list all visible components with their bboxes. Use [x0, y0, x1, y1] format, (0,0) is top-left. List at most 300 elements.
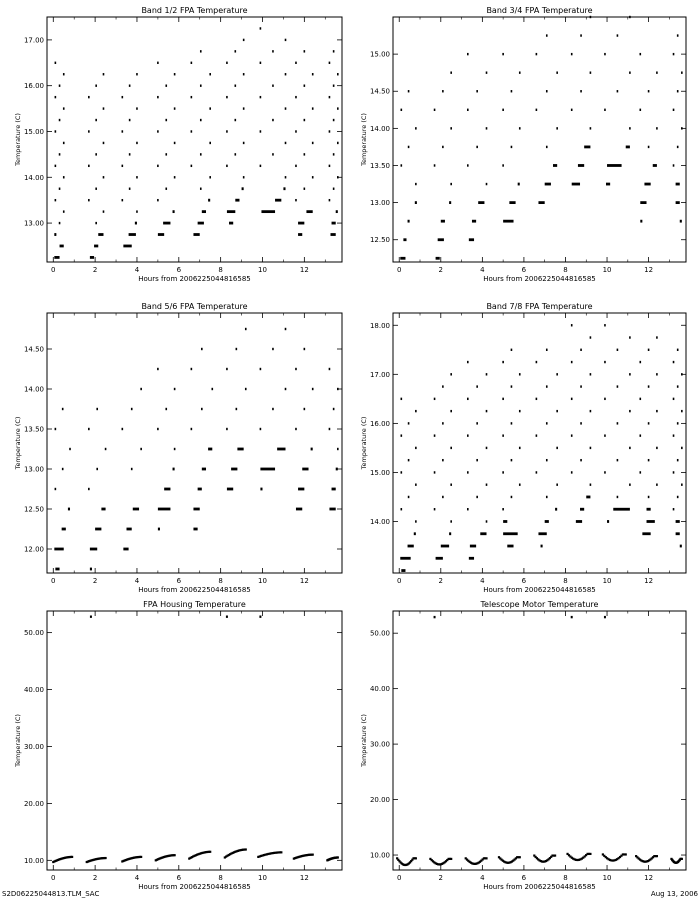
data-run — [478, 201, 484, 204]
data-point — [285, 39, 287, 41]
data-point — [157, 130, 159, 132]
data-point — [639, 109, 641, 111]
x-tick-label: 4 — [134, 874, 140, 882]
data-point — [295, 199, 297, 201]
data-run — [158, 528, 160, 531]
data-point — [502, 53, 504, 55]
data-run — [54, 233, 56, 236]
x-tick-label: 0 — [396, 266, 402, 274]
data-point — [546, 90, 548, 92]
data-point — [673, 471, 675, 473]
data-point — [63, 107, 65, 109]
data-point — [442, 496, 444, 498]
data-point — [485, 857, 487, 859]
data-run — [277, 448, 285, 451]
y-tick-label: 14.50 — [23, 345, 44, 354]
data-run — [332, 222, 336, 225]
data-point — [408, 459, 410, 461]
data-run — [283, 187, 285, 190]
data-point — [55, 96, 57, 98]
data-point — [200, 119, 202, 121]
data-point — [556, 483, 558, 485]
data-point — [415, 410, 417, 412]
data-point — [556, 127, 558, 129]
data-point — [295, 368, 297, 370]
data-run — [101, 508, 105, 511]
data-run — [676, 532, 680, 535]
data-point — [546, 422, 548, 424]
data-point — [625, 853, 627, 855]
data-point — [656, 336, 658, 338]
data-point — [304, 119, 306, 121]
data-point — [415, 520, 417, 522]
data-point — [63, 73, 65, 75]
data-point — [55, 165, 57, 167]
data-point — [62, 468, 64, 470]
data-run — [95, 528, 101, 531]
data-run — [198, 488, 202, 491]
data-point — [677, 422, 679, 424]
data-run — [163, 222, 170, 225]
x-tick-label: 6 — [521, 577, 527, 585]
x-axis-label: Hours from 2006225044816585 — [138, 883, 251, 891]
data-point — [656, 71, 658, 73]
data-point — [408, 146, 410, 148]
data-point — [260, 130, 262, 132]
data-point — [656, 855, 658, 857]
data-point — [467, 109, 469, 111]
data-run — [193, 508, 199, 511]
data-run — [509, 201, 515, 204]
x-tick-label: 4 — [134, 577, 140, 585]
data-point — [312, 388, 314, 390]
y-tick-label: 20.00 — [23, 799, 44, 808]
data-point — [59, 119, 61, 121]
data-point — [536, 361, 538, 363]
data-point — [604, 109, 606, 111]
data-run — [400, 557, 410, 560]
data-point — [174, 854, 176, 856]
data-run — [436, 257, 440, 260]
data-point — [450, 127, 452, 129]
data-point — [304, 153, 306, 155]
data-run — [127, 528, 132, 531]
data-point — [333, 84, 335, 86]
data-point — [95, 188, 97, 190]
data-point — [272, 119, 274, 121]
data-point — [450, 183, 452, 185]
x-tick-label: 0 — [51, 874, 56, 882]
y-axis-label: Temperature (C) — [14, 113, 22, 166]
data-run — [449, 201, 451, 204]
data-run — [469, 238, 474, 241]
y-tick-label: 12.00 — [23, 545, 44, 554]
data-point — [629, 410, 631, 412]
data-point — [554, 854, 556, 856]
x-tick-label: 2 — [438, 266, 444, 274]
data-run — [336, 468, 338, 471]
data-point — [337, 107, 339, 109]
data-point — [243, 39, 245, 41]
data-point — [165, 408, 167, 410]
data-point — [580, 422, 582, 424]
y-tick-label: 12.50 — [369, 236, 390, 245]
data-run — [403, 238, 406, 241]
data-point — [95, 153, 97, 155]
data-point — [333, 188, 335, 190]
data-point — [476, 422, 478, 424]
chart-title: Band 3/4 FPA Temperature — [486, 6, 593, 15]
data-run — [441, 220, 445, 223]
data-run — [133, 508, 139, 511]
data-point — [519, 71, 521, 73]
data-point — [401, 164, 403, 166]
data-point — [260, 368, 262, 370]
data-point — [486, 520, 488, 522]
data-point — [136, 142, 138, 144]
y-axis-label: Temperature (C) — [360, 113, 368, 166]
data-point — [226, 130, 228, 132]
data-point — [580, 34, 582, 36]
data-point — [629, 447, 631, 449]
data-point — [442, 385, 444, 387]
data-point — [408, 496, 410, 498]
data-run — [55, 568, 59, 571]
data-point — [536, 471, 538, 473]
data-point — [333, 408, 335, 410]
y-tick-label: 13.00 — [23, 219, 44, 228]
data-run — [298, 488, 304, 491]
y-tick-label: 50.00 — [369, 629, 390, 638]
data-point — [165, 84, 167, 86]
data-point — [122, 130, 124, 132]
data-run — [676, 183, 680, 186]
data-point — [467, 434, 469, 436]
data-point — [486, 373, 488, 375]
data-run — [541, 545, 543, 548]
data-point — [234, 119, 236, 121]
data-point — [174, 142, 176, 144]
x-tick-label: 6 — [521, 874, 527, 882]
data-point — [96, 408, 98, 410]
y-tick-label: 10.00 — [369, 851, 390, 860]
data-point — [580, 459, 582, 461]
data-point — [502, 361, 504, 363]
outlier-point — [90, 615, 92, 617]
data-point — [59, 222, 61, 224]
y-tick-label: 13.00 — [23, 465, 44, 474]
data-point — [312, 854, 314, 856]
data-point — [681, 483, 683, 485]
y-tick-label: 16.00 — [369, 419, 390, 428]
data-point — [502, 434, 504, 436]
data-point — [312, 107, 314, 109]
chart-title: Band 5/6 FPA Temperature — [141, 302, 248, 311]
data-point — [122, 96, 124, 98]
data-run — [507, 545, 513, 548]
y-tick-label: 15.00 — [23, 127, 44, 136]
data-run — [298, 233, 302, 236]
data-point — [502, 398, 504, 400]
data-point — [337, 176, 339, 178]
y-tick-label: 14.00 — [23, 385, 44, 394]
data-point — [656, 373, 658, 375]
data-point — [245, 388, 247, 390]
data-run — [580, 508, 584, 511]
data-point — [333, 119, 335, 121]
data-point — [467, 471, 469, 473]
data-point — [304, 188, 306, 190]
data-point — [200, 153, 202, 155]
data-point — [450, 71, 452, 73]
x-tick-label: 8 — [218, 266, 223, 274]
data-point — [511, 496, 513, 498]
data-run — [578, 164, 584, 167]
data-point — [285, 388, 287, 390]
data-point — [157, 199, 159, 201]
data-point — [95, 222, 97, 224]
data-point — [434, 434, 436, 436]
data-run — [640, 220, 642, 223]
data-point — [129, 84, 131, 86]
data-run — [480, 532, 486, 535]
data-point — [174, 388, 176, 390]
data-point — [243, 73, 245, 75]
data-point — [401, 471, 403, 473]
data-run — [400, 257, 405, 260]
data-point — [580, 90, 582, 92]
data-point — [571, 324, 573, 326]
data-point — [546, 496, 548, 498]
outlier-point — [226, 615, 228, 617]
y-tick-label: 50.00 — [23, 629, 44, 638]
data-point — [272, 50, 274, 52]
data-point — [519, 856, 521, 858]
data-point — [673, 508, 675, 510]
data-point — [673, 109, 675, 111]
data-point — [556, 410, 558, 412]
data-run — [613, 508, 630, 511]
data-point — [648, 422, 650, 424]
data-run — [260, 488, 262, 491]
data-point — [140, 388, 142, 390]
data-run — [235, 199, 239, 202]
plot-frame — [393, 17, 686, 262]
data-point — [617, 349, 619, 351]
chart-title: Band 7/8 FPA Temperature — [486, 302, 593, 311]
x-tick-label: 10 — [258, 266, 267, 274]
data-point — [502, 508, 504, 510]
data-point — [450, 858, 452, 860]
data-point — [434, 109, 436, 111]
data-run — [98, 233, 103, 236]
data-point — [122, 199, 124, 201]
data-run — [173, 468, 175, 471]
data-point — [648, 496, 650, 498]
data-point — [234, 50, 236, 52]
data-point — [681, 373, 683, 375]
data-point — [140, 448, 142, 450]
data-point — [272, 153, 274, 155]
data-run — [545, 520, 549, 523]
data-point — [408, 422, 410, 424]
data-point — [122, 165, 124, 167]
chart-title: FPA Housing Temperature — [143, 600, 246, 609]
data-point — [165, 188, 167, 190]
data-point — [295, 428, 297, 430]
data-point — [677, 349, 679, 351]
data-run — [680, 545, 682, 548]
data-point — [546, 349, 548, 351]
data-point — [617, 422, 619, 424]
data-run — [576, 520, 582, 523]
data-point — [69, 448, 71, 450]
data-run — [123, 548, 128, 551]
data-point — [260, 27, 262, 29]
x-tick-label: 6 — [176, 874, 182, 882]
data-point — [571, 53, 573, 55]
y-tick-label: 15.00 — [369, 468, 390, 477]
data-point — [329, 62, 331, 64]
outlier-point — [604, 616, 606, 618]
data-run — [296, 508, 302, 511]
data-point — [681, 71, 683, 73]
data-point — [486, 183, 488, 185]
data-point — [285, 142, 287, 144]
data-run — [94, 245, 98, 248]
data-point — [285, 328, 287, 330]
data-run — [572, 183, 580, 186]
data-point — [136, 73, 138, 75]
data-point — [280, 851, 282, 853]
data-point — [590, 373, 592, 375]
data-run — [538, 532, 546, 535]
data-point — [226, 62, 228, 64]
data-point — [580, 385, 582, 387]
data-point — [681, 447, 683, 449]
data-point — [536, 53, 538, 55]
data-run — [332, 488, 336, 491]
y-tick-label: 17.00 — [369, 370, 390, 379]
data-point — [201, 348, 203, 350]
data-point — [88, 199, 90, 201]
data-run — [586, 496, 590, 499]
data-point — [131, 468, 133, 470]
data-point — [450, 410, 452, 412]
outlier-point — [259, 615, 261, 617]
data-run — [208, 199, 210, 202]
data-point — [329, 368, 331, 370]
x-tick-label: 0 — [396, 577, 402, 585]
data-point — [604, 398, 606, 400]
data-point — [63, 176, 65, 178]
y-tick-label: 13.00 — [369, 199, 390, 208]
data-run — [329, 508, 335, 511]
data-run — [607, 520, 609, 523]
data-run — [584, 146, 590, 149]
data-point — [502, 471, 504, 473]
data-run — [193, 528, 197, 531]
data-point — [467, 53, 469, 55]
data-point — [191, 96, 193, 98]
x-tick-label: 12 — [299, 577, 309, 585]
data-point — [511, 385, 513, 387]
data-point — [401, 398, 403, 400]
chart-title: Band 1/2 FPA Temperature — [141, 6, 248, 15]
data-point — [434, 164, 436, 166]
x-tick-label: 10 — [602, 266, 612, 274]
data-point — [571, 471, 573, 473]
data-point — [450, 520, 452, 522]
data-point — [129, 153, 131, 155]
data-point — [556, 447, 558, 449]
data-point — [673, 164, 675, 166]
data-point — [536, 109, 538, 111]
data-point — [590, 410, 592, 412]
data-point — [285, 107, 287, 109]
x-axis-label: Hours from 2006225044816585 — [138, 586, 251, 594]
data-point — [209, 851, 211, 853]
data-run — [538, 201, 544, 204]
data-point — [536, 398, 538, 400]
data-run — [606, 183, 610, 186]
data-point — [136, 210, 138, 212]
data-point — [191, 62, 193, 64]
data-run — [503, 532, 518, 535]
data-point — [450, 373, 452, 375]
data-point — [104, 857, 106, 859]
data-run — [135, 222, 137, 225]
x-tick-label: 6 — [176, 266, 182, 274]
x-tick-label: 10 — [602, 577, 612, 585]
data-point — [157, 96, 159, 98]
data-point — [502, 164, 504, 166]
data-point — [62, 408, 64, 410]
data-point — [234, 84, 236, 86]
data-run — [242, 187, 244, 190]
data-point — [617, 385, 619, 387]
data-point — [174, 107, 176, 109]
y-axis-label: Temperature (C) — [360, 714, 368, 767]
y-axis-label: Temperature (C) — [360, 416, 368, 470]
x-tick-label: 0 — [396, 874, 402, 882]
data-run — [472, 220, 476, 223]
data-point — [59, 153, 61, 155]
data-point — [304, 50, 306, 52]
data-point — [519, 447, 521, 449]
data-run — [469, 557, 474, 560]
data-point — [157, 62, 159, 64]
data-point — [122, 428, 124, 430]
data-run — [676, 520, 680, 523]
data-point — [55, 428, 57, 430]
x-tick-label: 8 — [218, 577, 223, 585]
data-run — [555, 508, 557, 511]
x-tick-label: 12 — [299, 874, 309, 882]
data-point — [88, 165, 90, 167]
data-point — [63, 210, 65, 212]
data-run — [503, 520, 507, 523]
data-point — [681, 858, 683, 860]
data-point — [486, 71, 488, 73]
x-tick-label: 2 — [92, 577, 98, 585]
data-point — [511, 146, 513, 148]
data-point — [174, 176, 176, 178]
x-tick-label: 12 — [644, 874, 654, 882]
y-tick-label: 14.00 — [369, 517, 390, 526]
data-point — [450, 447, 452, 449]
data-point — [434, 471, 436, 473]
